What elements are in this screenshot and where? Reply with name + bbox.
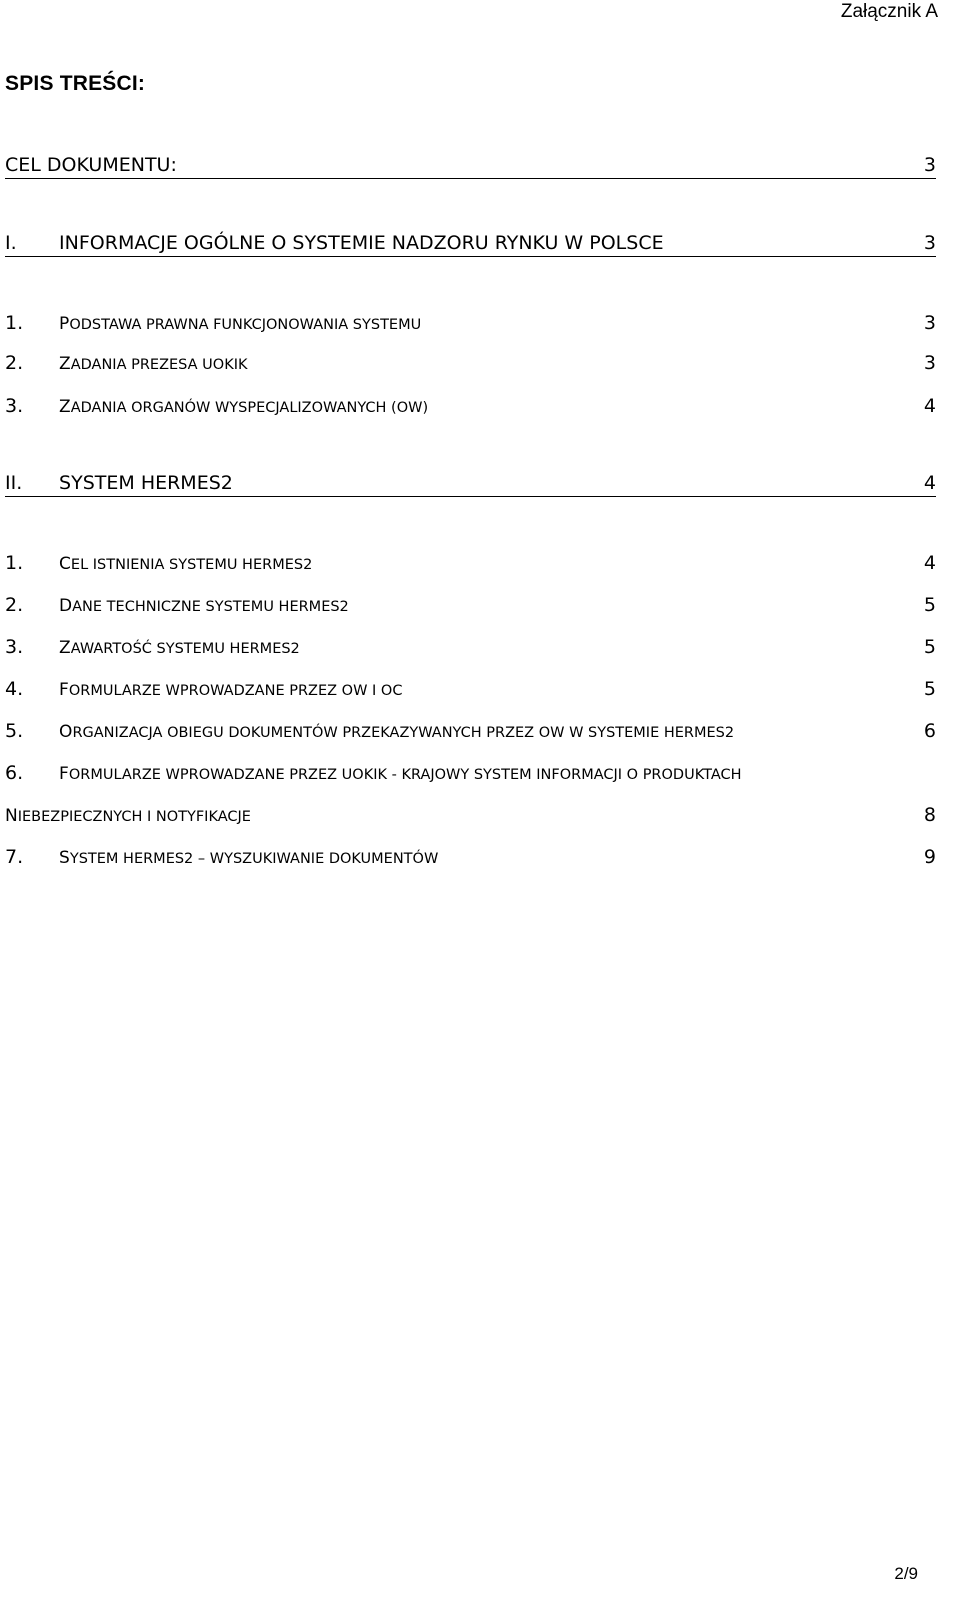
toc-entry-text [5,803,251,830]
toc-entry-ii-1[interactable] [5,550,936,576]
toc-entry-i-3[interactable] [5,393,936,419]
toc-entry-page: 3 [923,232,936,254]
toc-entry-page: 3 [923,154,936,176]
toc-entry-initial: Z [59,397,71,417]
toc-entry-initial: F [59,680,69,700]
attachment-label: Załącznik A [840,1,938,22]
toc-entry-initial: Z [59,638,71,658]
toc-entry-section-ii[interactable] [5,470,936,497]
toc-entry-rest: ODSTAWA PRAWNA FUNKCJONOWANIA SYSTEMU [69,317,422,333]
toc-entry-number: 1. [5,312,24,334]
toc-entry-rest: ADANIA ORGANÓW WYSPECJALIZOWANYCH (OW) [70,400,429,416]
toc-entry-initial: N [5,806,18,826]
toc-entry-initial: P [59,314,70,334]
toc-entry-page: 4 [923,552,936,574]
toc-entry-number: I. [5,232,17,254]
toc-entry-page: 5 [923,678,936,700]
toc-entry-number: 4. [5,678,24,700]
toc-entry-ii-6[interactable] [5,760,936,786]
toc-entry-ii-3[interactable] [5,634,936,660]
toc-entry-i-2[interactable] [5,350,936,376]
toc-entry-page: 8 [923,804,936,826]
toc-entry-ii-5[interactable] [5,718,936,744]
toc-entry-number: 3. [5,636,24,658]
toc-entry-cel-dokumentu[interactable] [5,152,936,179]
toc-entry-rest: RGANIZACJA OBIEGU DOKUMENTÓW PRZEKAZYWANYCH PRZEZ OW W SYSTEMIE HERMES2 [72,725,735,741]
toc-entry-page: 6 [923,720,936,742]
toc-entry-number: 2. [5,352,24,374]
toc-entry-number: 5. [5,720,24,742]
toc-entry-number: 3. [5,395,24,417]
toc-entry-number: 2. [5,594,24,616]
toc-entry-page: 3 [923,352,936,374]
toc-entry-number: 1. [5,552,24,574]
toc-entry-initial: Z [59,354,71,374]
toc-entry-number: II. [5,472,23,494]
page-indicator: 2/9 [894,1564,918,1583]
toc-entry-text [59,635,300,662]
toc-entry-initial: F [59,764,69,784]
toc-entry-ii-2[interactable] [5,592,936,618]
toc-title: SPIS TREŚCI: [5,72,146,95]
toc-entry-text [59,351,247,378]
toc-entry-rest: ORMULARZE WPROWADZANE PRZEZ OW I OC [68,683,403,699]
toc-entry-initial: C [59,554,71,574]
toc-entry-number: 6. [5,762,24,784]
toc-entry-rest: EL ISTNIENIA SYSTEMU HERMES2 [70,557,313,573]
toc-entry-ii-4[interactable] [5,676,936,702]
toc-entry-text [59,845,438,872]
toc-entry-rest: ADANIA PREZESA UOKIK [70,357,248,373]
toc-entry-number: 7. [5,846,24,868]
toc-entry-page: 4 [923,472,936,494]
toc-entry-page: 5 [923,594,936,616]
toc-entry-rest: ORMULARZE WPROWADZANE PRZEZ UOKIK - KRAJOWY SYSTEM INFORMACJI O PRODUKTACH [68,767,742,783]
toc-entry-text [59,394,428,421]
toc-entry-section-i[interactable] [5,230,936,257]
toc-entry-text: INFORMACJE OGÓLNE O SYSTEMIE NADZORU RYNKU W POLSCE [59,232,664,254]
toc-entry-text [59,677,402,704]
toc-entry-initial: S [59,848,70,868]
toc-entry-page: 9 [923,846,936,868]
toc-entry-ii-6-continued[interactable] [5,802,936,828]
toc-entry-initial: O [59,722,73,742]
toc-entry-text [59,761,741,788]
toc-entry-text: SYSTEM HERMES2 [59,472,233,494]
toc-entry-text [59,551,312,578]
toc-entry-page: 3 [923,312,936,334]
toc-entry-text: CEL DOKUMENTU: [5,154,177,176]
toc-entry-rest: ANE TECHNICZNE SYSTEMU HERMES2 [72,599,349,615]
toc-entry-page: 4 [923,395,936,417]
toc-entry-i-1[interactable] [5,310,936,336]
toc-entry-page: 5 [923,636,936,658]
toc-entry-initial: D [59,596,73,616]
toc-entry-text [59,311,421,338]
toc-entry-rest: AWARTOŚĆ SYSTEMU HERMES2 [70,641,300,657]
toc-entry-text [59,593,349,620]
toc-entry-rest: IEBEZPIECZNYCH I NOTYFIKACJE [17,809,251,825]
toc-entry-ii-7[interactable] [5,844,936,870]
toc-entry-rest: YSTEM HERMES2 – WYSZUKIWANIE DOKUMENTÓW [69,851,439,867]
toc-entry-text [59,719,734,746]
